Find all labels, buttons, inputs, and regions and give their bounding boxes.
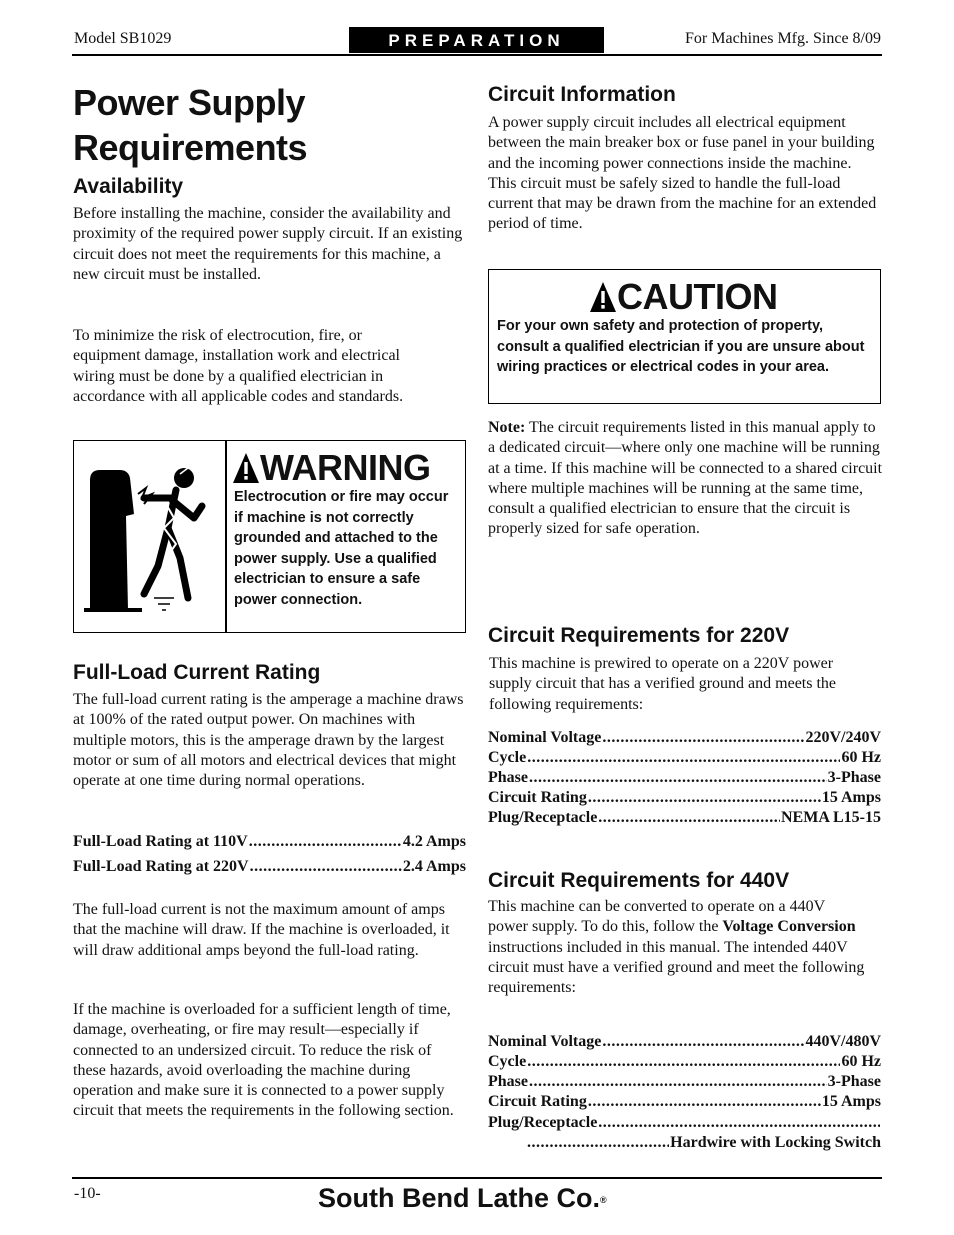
full-load-heading: Full-Load Current Rating <box>73 661 321 684</box>
voltage-conversion-ref: Voltage Conversion <box>722 918 856 936</box>
footer-rule <box>72 1177 882 1179</box>
brand-logo: South Bend Lathe Co.® <box>318 1183 607 1213</box>
req-220v-heading: Circuit Requirements for 220V <box>488 624 790 647</box>
rating-row-220v: Full-Load Rating at 220V ..... 2.4 Amps <box>73 857 466 877</box>
electrocution-icon <box>84 458 216 616</box>
note-text: The circuit requirements listed in this manual apply to a dedicated circuit—where only one machine will be running at a time. If this machine will be connected to a shared circuit where multiple machines will be running at the same time, consult a qualified electrician to ensure that the circuit is properly sized for safe operation. <box>488 419 883 538</box>
circuit-info-paragraph: A power supply circuit includes all electrical equipment between the main breaker box or fuse panel in your building and the incoming power connections inside the machine. This circuit must be safely sized to handle the full-load current that may be drawn from the machine for an extended period of time. <box>488 114 877 233</box>
model-label: Model SB1029 <box>74 30 172 47</box>
full-load-paragraph-2: The full-load current is not the maximum amount of amps that the machine will draw. If the machine is overloaded, it will draw additional amps beyond the full-load rating. <box>73 901 450 959</box>
registered-mark: ® <box>599 1195 607 1205</box>
page-number: -10- <box>74 1185 101 1202</box>
req-440v-row: Cycle ..... 60 Hz <box>488 1052 881 1072</box>
page-title-line2: Requirements <box>73 127 308 168</box>
availability-paragraph-1: Before installing the machine, consider the availability and proximity of the required power supply circuit. If an existing circuit does not meet the requirements for this machine, a new circuit must be installed. <box>73 205 463 283</box>
warning-title-text: WARNING <box>260 447 431 488</box>
page-title-line1: Power Supply <box>73 82 306 123</box>
header-rule <box>72 54 882 56</box>
rating-row-110v: Full-Load Rating at 110V ..... 4.2 Amps <box>73 832 466 852</box>
caution-text: For your own safety and protection of property, consult a qualified electrician if you are unsure about wiring practices or electrical codes in your area. <box>497 318 865 375</box>
caution-title <box>589 277 778 317</box>
req-440v-row: Nominal Voltage ..... 440V/480V <box>488 1032 881 1052</box>
warning-box-divider <box>225 440 227 633</box>
warning-title <box>232 448 431 488</box>
req-440v-plug-value-row: ..... Hardwire with Locking Switch <box>526 1133 881 1153</box>
full-load-paragraph-3: If the machine is overloaded for a sufficient length of time, damage, overheating, or fire may result—especially if connected to an undersized circuit. To reduce the risk of these hazards, avoid overloading the machine during operation and make sure it is connected to a power supply circuit that meets the requirements in the following section. <box>73 1001 454 1120</box>
req-220v-row: Nominal Voltage ..... 220V/240V <box>488 728 881 748</box>
note-paragraph <box>488 418 883 540</box>
note-label: Note: <box>488 419 526 436</box>
warning-triangle-icon <box>589 280 617 314</box>
req-440v-row: Circuit Rating ..... 15 Amps <box>488 1092 881 1112</box>
section-banner: PREPARATION <box>349 27 604 53</box>
req-440v-plug-row: Plug/Receptacle ..... <box>488 1113 881 1133</box>
req-220v-row: Phase ..... 3-Phase <box>488 768 881 788</box>
full-load-paragraph-1: The full-load current rating is the amperage a machine draws at 100% of the rated output power. On machines with multiple motors, this is the amperage drawn by the largest motor or sum of all motors and electrical devices that might operate at one time during normal operations. <box>73 691 464 790</box>
availability-paragraph-2: To minimize the risk of electrocution, fire, or equipment damage, installation work and electrical wiring must be done by a qualified electrician in accordance with all applicable codes and standards. <box>73 327 404 405</box>
req-440v-row: Phase ..... 3-Phase <box>488 1072 881 1092</box>
req-220v-paragraph: This machine is prewired to operate on a 220V power supply circuit that has a verified ground and meets the following requirements: <box>489 655 837 713</box>
warning-text: Electrocution or fire may occur if machine is not correctly grounded and attached to the power supply. Use a qualified electrician to ensure a safe power connection. <box>234 489 449 608</box>
req-440v-heading: Circuit Requirements for 440V <box>488 869 790 892</box>
req-220v-row: Circuit Rating ..... 15 Amps <box>488 788 881 808</box>
req-220v-row: Cycle ..... 60 Hz <box>488 748 881 768</box>
caution-title-text: CAUTION <box>617 276 778 317</box>
circuit-info-heading: Circuit Information <box>488 83 676 106</box>
warning-triangle-icon <box>232 451 260 485</box>
req-220v-row: Plug/Receptacle ..... NEMA L15-15 <box>488 808 881 828</box>
availability-heading: Availability <box>73 175 184 198</box>
mfg-date-label: For Machines Mfg. Since 8/09 <box>685 30 881 47</box>
req-440v-paragraph: This machine can be converted to operate on a 440V power supply. To do this, follow the Voltage Conversion instructions included in this manual. The intended 440V circuit must have a verified ground and meet the following requirements: <box>488 898 865 997</box>
